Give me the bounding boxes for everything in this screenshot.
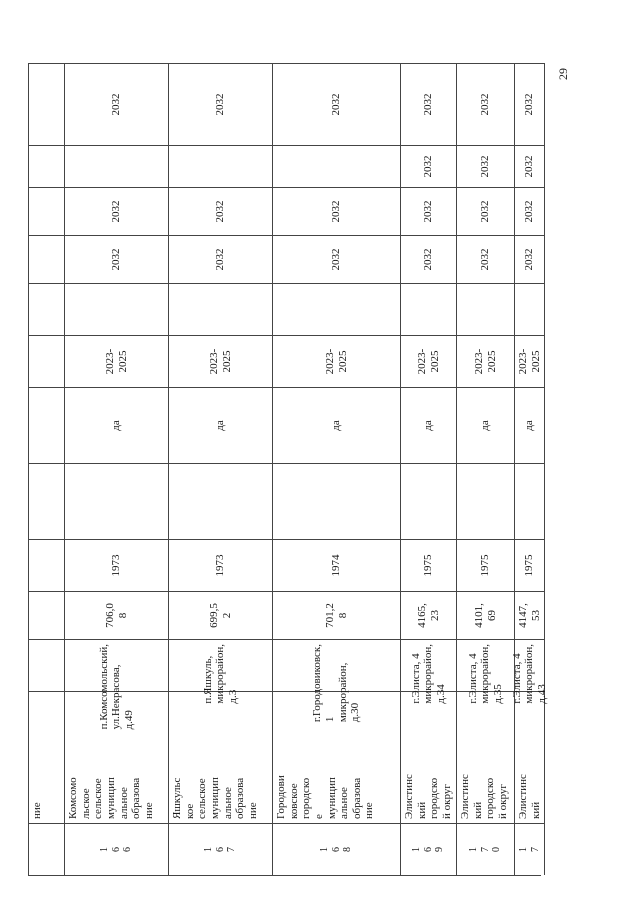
deadline-value: 2032 bbox=[401, 187, 457, 235]
deadline-value: 2032 bbox=[515, 187, 545, 235]
deadline-value: 2032 bbox=[273, 63, 401, 145]
flag-value: да bbox=[457, 387, 515, 463]
header-cell bbox=[29, 463, 65, 539]
address: г.Элиста, 4 микрорайон, д.34 bbox=[401, 639, 457, 691]
deadline-value: 2032 bbox=[273, 235, 401, 283]
area-value: 701,2 8 bbox=[273, 591, 401, 639]
deadline-value: 2032 bbox=[515, 145, 545, 187]
build-year: 1973 bbox=[65, 539, 169, 591]
deadline-value: 2032 bbox=[457, 235, 515, 283]
municipality-name: Элистинс кий городско й округ bbox=[401, 691, 457, 823]
area-value: 4101, 69 bbox=[457, 591, 515, 639]
header-fragment: ние bbox=[29, 691, 65, 823]
flag-value: да bbox=[169, 387, 273, 463]
header-cell bbox=[29, 283, 65, 335]
row-number: 1 6 9 bbox=[401, 823, 457, 875]
address: п.Яшкуль, микрорайон, д.3 bbox=[169, 639, 273, 691]
deadline-value: 2032 bbox=[457, 145, 515, 187]
deadline-value: 2032 bbox=[457, 63, 515, 145]
build-year: 1975 bbox=[515, 539, 545, 591]
period-value: 2023- 2025 bbox=[515, 335, 545, 387]
deadline-value bbox=[65, 145, 169, 187]
flag-value: да bbox=[401, 387, 457, 463]
row-number: 1 6 7 bbox=[169, 823, 273, 875]
header-cell bbox=[29, 639, 65, 691]
period-value: 2023- 2025 bbox=[457, 335, 515, 387]
deadline-value: 2032 bbox=[457, 187, 515, 235]
flag-value: да bbox=[515, 387, 545, 463]
empty-cell bbox=[457, 283, 515, 335]
address: г.Элиста, 4 микрорайон, д.35 bbox=[457, 639, 515, 691]
header-cell bbox=[29, 539, 65, 591]
empty-cell bbox=[65, 463, 169, 539]
build-year: 1975 bbox=[401, 539, 457, 591]
header-cell bbox=[29, 145, 65, 187]
area-value: 4147, 53 bbox=[515, 591, 545, 639]
header-cell bbox=[29, 63, 65, 145]
deadline-value: 2032 bbox=[515, 63, 545, 145]
period-value: 2023- 2025 bbox=[169, 335, 273, 387]
period-value: 2023- 2025 bbox=[401, 335, 457, 387]
deadline-value bbox=[273, 145, 401, 187]
address: п.Комсомольский, ул.Некрасова, д.49 bbox=[65, 639, 169, 691]
build-year: 1975 bbox=[457, 539, 515, 591]
area-value: 706,0 8 bbox=[65, 591, 169, 639]
row-number: 1 7 bbox=[515, 823, 545, 875]
header-cell bbox=[29, 187, 65, 235]
rotated-sheet bbox=[28, 64, 548, 876]
empty-cell bbox=[457, 463, 515, 539]
empty-cell bbox=[401, 463, 457, 539]
header-cell bbox=[29, 335, 65, 387]
deadline-value: 2032 bbox=[65, 235, 169, 283]
empty-cell bbox=[273, 463, 401, 539]
municipality-name: Городови ковское городско е муницип альное образова ние bbox=[273, 691, 401, 823]
flag-value: да bbox=[273, 387, 401, 463]
municipality-name: Элистинс кий bbox=[515, 691, 545, 823]
address: г.Элиста, 4 микрорайон, д.43 bbox=[515, 639, 545, 691]
period-value: 2023- 2025 bbox=[65, 335, 169, 387]
deadline-value: 2032 bbox=[169, 187, 273, 235]
address: г.Городовиковск, 1 микрорайон, д.30 bbox=[273, 639, 401, 691]
empty-cell bbox=[169, 283, 273, 335]
municipality-name: Комсомо льское сельское муницип альное образова ние bbox=[65, 691, 169, 823]
empty-cell bbox=[273, 283, 401, 335]
empty-cell bbox=[65, 283, 169, 335]
period-value: 2023- 2025 bbox=[273, 335, 401, 387]
empty-cell bbox=[515, 283, 545, 335]
deadline-value: 2032 bbox=[273, 187, 401, 235]
page-number: 29 bbox=[556, 68, 570, 80]
deadline-value: 2032 bbox=[65, 63, 169, 145]
deadline-value bbox=[169, 145, 273, 187]
empty-cell bbox=[401, 283, 457, 335]
deadline-value: 2032 bbox=[65, 187, 169, 235]
deadline-value: 2032 bbox=[401, 63, 457, 145]
deadline-value: 2032 bbox=[169, 63, 273, 145]
header-cell bbox=[29, 591, 65, 639]
deadline-value: 2032 bbox=[401, 145, 457, 187]
deadline-value: 2032 bbox=[169, 235, 273, 283]
row-number: 1 6 6 bbox=[65, 823, 169, 875]
row-number: 1 7 0 bbox=[457, 823, 515, 875]
header-cell bbox=[29, 235, 65, 283]
build-year: 1973 bbox=[169, 539, 273, 591]
deadline-value: 2032 bbox=[401, 235, 457, 283]
header-cell bbox=[29, 387, 65, 463]
municipality-name: Элистинс кий городско й округ bbox=[457, 691, 515, 823]
empty-cell bbox=[515, 463, 545, 539]
empty-cell bbox=[169, 463, 273, 539]
deadline-value: 2032 bbox=[515, 235, 545, 283]
area-value: 4165, 23 bbox=[401, 591, 457, 639]
flag-value: да bbox=[65, 387, 169, 463]
header-cell bbox=[29, 823, 65, 875]
capital-repair-table bbox=[28, 63, 548, 876]
area-value: 699,5 2 bbox=[169, 591, 273, 639]
municipality-name: Яшкульс кое сельское муницип альное образова ние bbox=[169, 691, 273, 823]
build-year: 1974 bbox=[273, 539, 401, 591]
row-number: 1 6 8 bbox=[273, 823, 401, 875]
